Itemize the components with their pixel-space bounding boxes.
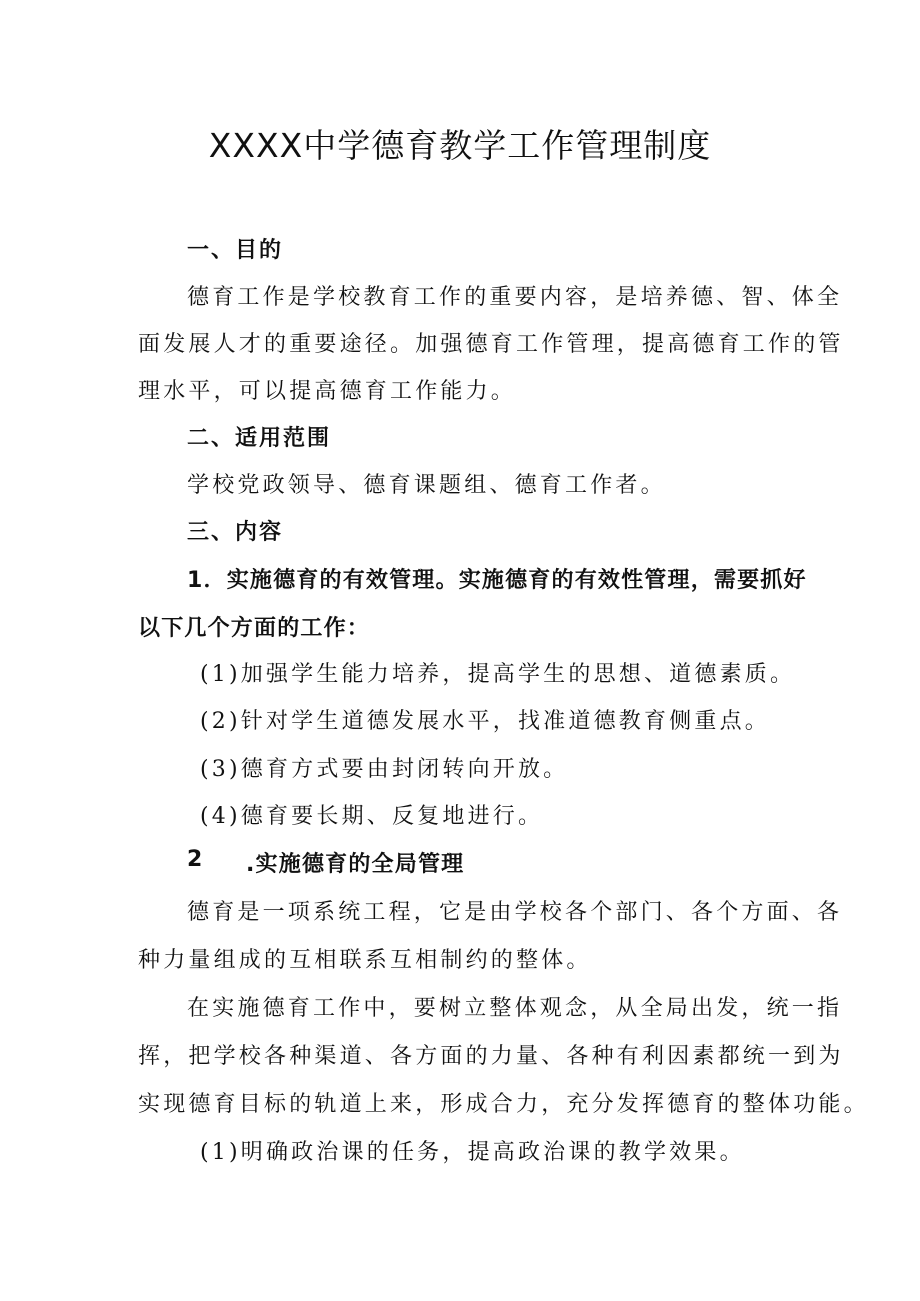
paragraph-line: 理水平，可以提高德育工作能力。 [138,379,517,404]
document-title: XXXX中学德育教学工作管理制度 [208,126,712,165]
paragraph-line: 在实施德育工作中，要树立整体观念，从全局出发，统一指 [187,996,843,1021]
paragraph-line: 实现德育目标的轨道上来，形成合力，充分发挥德育的整体功能。 [138,1092,869,1117]
paragraph-line: 德育工作是学校教育工作的重要内容，是培养德、智、体全 [187,285,843,310]
section-heading-content: 三、内容 [187,520,284,545]
list-item: (1)明确政治课的任务，提高政治课的教学效果。 [200,1140,745,1165]
list-item: (1)加强学生能力培养，提高学生的思想、道德素质。 [200,662,796,687]
item1-heading-line: 以下几个方面的工作： [138,616,371,641]
list-item: (4)德育要长期、反复地进行。 [200,804,544,829]
list-item: (2)针对学生道德发展水平，找准道德教育侧重点。 [200,709,770,734]
paragraph-line: 挥，把学校各种渠道、各方面的力量、各种有利因素都统一到为 [138,1044,844,1069]
section-heading-purpose: 一、目的 [187,238,284,263]
section-heading-scope: 二、适用范围 [187,426,332,451]
list-item: (3)德育方式要由封闭转向开放。 [200,757,569,782]
item1-heading-line: 1．实施德育的有效管理。实施德育的有效性管理，需要抓好 [187,568,807,593]
paragraph-line: 德育是一项系统工程，它是由学校各个部门、各个方面、各 [187,900,843,925]
paragraph-line: 面发展人才的重要途径。加强德育工作管理，提高德育工作的管 [138,332,844,357]
paragraph-line: 种力量组成的互相联系互相制约的整体。 [138,948,592,973]
item2-heading: .实施德育的全局管理 [246,852,465,877]
paragraph-line: 学校党政领导、德育课题组、德育工作者。 [187,473,666,498]
item2-number: 2 [187,847,206,872]
